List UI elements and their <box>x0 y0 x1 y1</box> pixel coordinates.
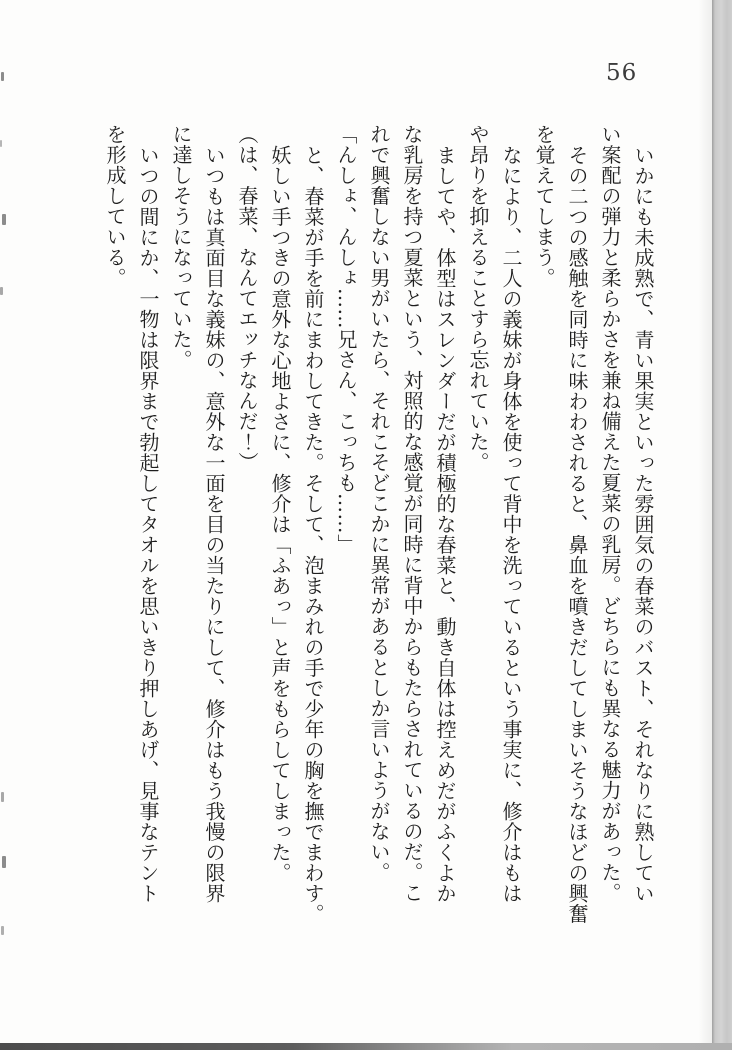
text-line: を覚えてしまう。 <box>532 124 556 288</box>
text-line: に達しそうになっていた。 <box>169 124 193 370</box>
text-line: その二つの感触を同時に味わわされると、鼻血を噴きだしてしまいそうなほどの興奮 <box>565 144 589 924</box>
page-edge-shadow <box>698 0 712 1050</box>
text-line: な乳房を持つ夏菜という、対照的な感覚が同時に背中からもたらされているのだ。こ <box>400 124 424 903</box>
scan-speck <box>0 140 2 147</box>
text-line: 「んしょ、んしょ……兄さん、こっちも……」 <box>334 124 358 555</box>
text-block <box>98 124 659 952</box>
text-line: れで興奮しない男がいたら、それこそどこかに異常があるとしか言いようがない。 <box>367 124 391 883</box>
text-line: なにより、二人の義妹が身体を使って背中を洗っているという事実に、修介はもは <box>499 144 523 903</box>
scan-speck <box>1 72 4 81</box>
scan-speck <box>2 214 6 225</box>
text-line: いかにも未成熟で、青い果実といった雰囲気の春菜のバスト、それなりに熟してい <box>631 144 655 903</box>
page-number: 56 <box>606 60 638 86</box>
text-line: いつの間にか、一物は限界まで勃起してタオルを思いきり押しあげ、見事なテント <box>136 144 160 903</box>
text-line: や昂りを抑えることすら忘れていた。 <box>466 124 490 473</box>
text-line: と、春菜が手を前にまわしてきた。そして、泡まみれの手で少年の胸を撫でまわす。 <box>301 144 325 924</box>
text-line: を形成している。 <box>103 124 127 288</box>
scan-speck <box>1 926 4 935</box>
scan-speck <box>0 287 3 295</box>
text-line: （は、春菜、なんてエッチなんだ！） <box>235 124 259 473</box>
scan-speck <box>2 856 6 868</box>
text-line: いつもは真面目な義妹の、意外な一面を目の当たりにして、修介はもう我慢の限界 <box>202 144 226 903</box>
scan-speck <box>1 792 4 802</box>
page-edge-right <box>712 0 732 1050</box>
text-line: ましてや、体型はスレンダーだが積極的な春菜と、動き自体は控えめだがふくよか <box>433 144 457 903</box>
text-line: い案配の弾力と柔らかさを兼ね備えた夏菜の乳房。どちらにも異なる魅力があった。 <box>598 124 622 903</box>
text-line: 妖しい手つきの意外な心地よさに、修介は「ふあっ」と声をもらしてしまった。 <box>268 144 292 883</box>
page-edge-bottom <box>0 1043 732 1050</box>
